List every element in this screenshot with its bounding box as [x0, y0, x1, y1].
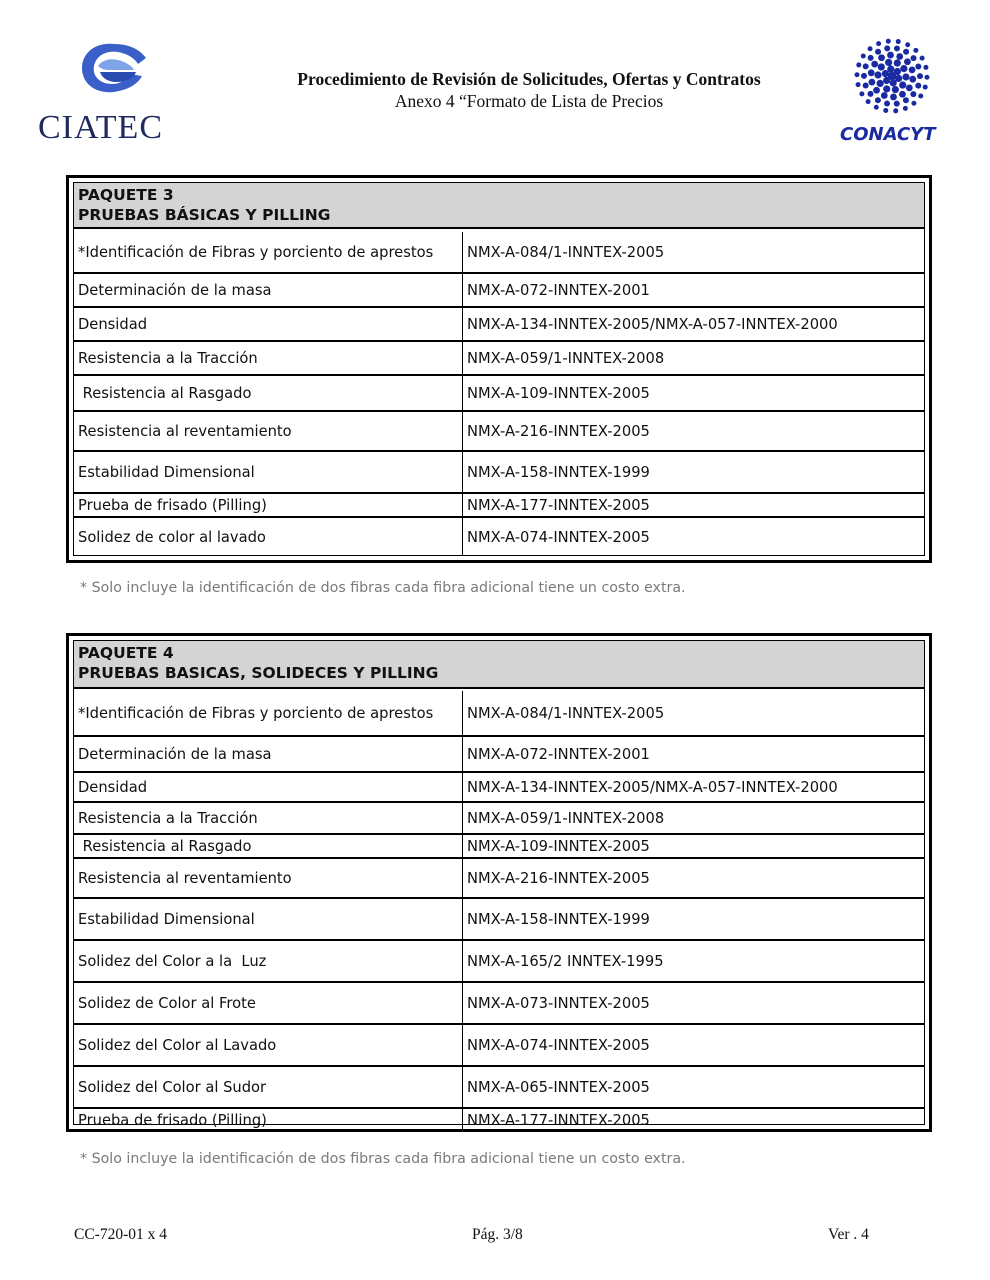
- test-name-cell: Estabilidad Dimensional: [74, 899, 463, 939]
- table-row: [74, 516, 924, 556]
- package-3-note: * Solo incluye la identificación de dos fibras cada fibra adicional tiene un costo extra.: [80, 580, 686, 596]
- table-row: [74, 857, 924, 897]
- test-name-cell: Solidez de Color al Frote: [74, 983, 463, 1023]
- test-name-cell: Resistencia a la Tracción: [74, 342, 463, 374]
- package-3-header: [74, 183, 924, 229]
- table-row: [74, 897, 924, 939]
- standard-norm-cell: NMX-A-177-INNTEX-2005: [467, 496, 650, 514]
- test-name-cell: Solidez del Color a la Luz: [74, 941, 463, 981]
- standard-norm-cell: NMX-A-158-INNTEX-1999: [467, 463, 650, 481]
- test-name-cell: *Identificación de Fibras y porciento de aprestos: [74, 691, 463, 735]
- standard-norm-cell: NMX-A-216-INNTEX-2005: [467, 422, 650, 440]
- table-row: [74, 801, 924, 833]
- package-4-title: PAQUETE 4: [78, 644, 174, 662]
- test-name-cell: Densidad: [74, 773, 463, 801]
- table-row: [74, 691, 924, 735]
- test-name-cell: Solidez del Color al Sudor: [74, 1067, 463, 1107]
- standard-norm-cell: NMX-A-134-INNTEX-2005/NMX-A-057-INNTEX-2000: [467, 778, 838, 796]
- table-row: [74, 450, 924, 492]
- package-4-header: [74, 641, 924, 689]
- package-4-table: [66, 633, 932, 1132]
- test-name-cell: Prueba de frisado (Pilling): [74, 1109, 463, 1131]
- test-name-cell: Resistencia al reventamiento: [74, 859, 463, 897]
- test-name-cell: Determinación de la masa: [74, 274, 463, 306]
- table-row: [74, 374, 924, 410]
- standard-norm-cell: NMX-A-074-INNTEX-2005: [467, 1036, 650, 1054]
- table-row: [74, 981, 924, 1023]
- package-4-subtitle: PRUEBAS BASICAS, SOLIDECES Y PILLING: [78, 664, 439, 682]
- standard-norm-cell: NMX-A-109-INNTEX-2005: [467, 837, 650, 855]
- standard-norm-cell: NMX-A-084/1-INNTEX-2005: [467, 243, 665, 261]
- package-4-note: * Solo incluye la identificación de dos fibras cada fibra adicional tiene un costo extra.: [80, 1151, 686, 1167]
- test-name-cell: Resistencia al reventamiento: [74, 412, 463, 450]
- test-name-cell: Densidad: [74, 308, 463, 340]
- footer-code: CC-720-01 x 4: [74, 1226, 167, 1243]
- standard-norm-cell: NMX-A-134-INNTEX-2005/NMX-A-057-INNTEX-2000: [467, 315, 838, 333]
- standard-norm-cell: NMX-A-074-INNTEX-2005: [467, 528, 650, 546]
- standard-norm-cell: NMX-A-165/2 INNTEX-1995: [467, 952, 664, 970]
- standard-norm-cell: NMX-A-072-INNTEX-2001: [467, 281, 650, 299]
- page-header: [0, 0, 990, 160]
- package-3-table: [66, 175, 932, 563]
- table-row: [74, 1107, 924, 1131]
- test-name-cell: Resistencia al Rasgado: [74, 835, 463, 857]
- document-subtitle: Anexo 4 “Formato de Lista de Precios: [394, 91, 664, 111]
- conacyt-logo-text: CONACYT: [840, 124, 936, 145]
- standard-norm-cell: NMX-A-084/1-INNTEX-2005: [467, 704, 665, 722]
- table-row: [74, 1065, 924, 1107]
- footer-page-number: Pág. 3/8: [472, 1226, 523, 1243]
- test-name-cell: Resistencia a la Tracción: [74, 803, 463, 833]
- table-row: [74, 340, 924, 374]
- test-name-cell: Resistencia al Rasgado: [74, 376, 463, 410]
- table-row: [74, 306, 924, 340]
- test-name-cell: Solidez del Color al Lavado: [74, 1025, 463, 1065]
- standard-norm-cell: NMX-A-059/1-INNTEX-2008: [467, 809, 665, 827]
- table-row: [74, 735, 924, 771]
- conacyt-dots-icon: [855, 39, 930, 114]
- table-row: [74, 833, 924, 857]
- ciatec-emblem-icon: [82, 44, 146, 92]
- table-row: [74, 410, 924, 450]
- table-row: [74, 492, 924, 516]
- standard-norm-cell: NMX-A-072-INNTEX-2001: [467, 745, 650, 763]
- test-name-cell: *Identificación de Fibras y porciento de aprestos: [74, 232, 463, 272]
- package-3-title: PAQUETE 3: [78, 186, 174, 204]
- table-row: [74, 272, 924, 306]
- standard-norm-cell: NMX-A-177-INNTEX-2005: [467, 1111, 650, 1129]
- table-row: [74, 771, 924, 801]
- standard-norm-cell: NMX-A-065-INNTEX-2005: [467, 1078, 650, 1096]
- conacyt-logo: [838, 36, 946, 146]
- document-title: Procedimiento de Revisión de Solicitudes, Ofertas y Contratos: [297, 69, 761, 89]
- standard-norm-cell: NMX-A-109-INNTEX-2005: [467, 384, 650, 402]
- table-row: [74, 939, 924, 981]
- test-name-cell: Estabilidad Dimensional: [74, 452, 463, 492]
- standard-norm-cell: NMX-A-059/1-INNTEX-2008: [467, 349, 665, 367]
- table-row: [74, 232, 924, 272]
- ciatec-logo: [36, 38, 191, 143]
- document-title-block: [270, 68, 788, 112]
- footer-version: Ver . 4: [828, 1226, 869, 1243]
- test-name-cell: Determinación de la masa: [74, 737, 463, 771]
- standard-norm-cell: NMX-A-158-INNTEX-1999: [467, 910, 650, 928]
- standard-norm-cell: NMX-A-073-INNTEX-2005: [467, 994, 650, 1012]
- ciatec-logo-text: CIATEC: [38, 109, 163, 143]
- package-3-subtitle: PRUEBAS BÁSICAS Y PILLING: [78, 206, 331, 224]
- standard-norm-cell: NMX-A-216-INNTEX-2005: [467, 869, 650, 887]
- test-name-cell: Prueba de frisado (Pilling): [74, 494, 463, 516]
- test-name-cell: Solidez de color al lavado: [74, 518, 463, 556]
- table-row: [74, 1023, 924, 1065]
